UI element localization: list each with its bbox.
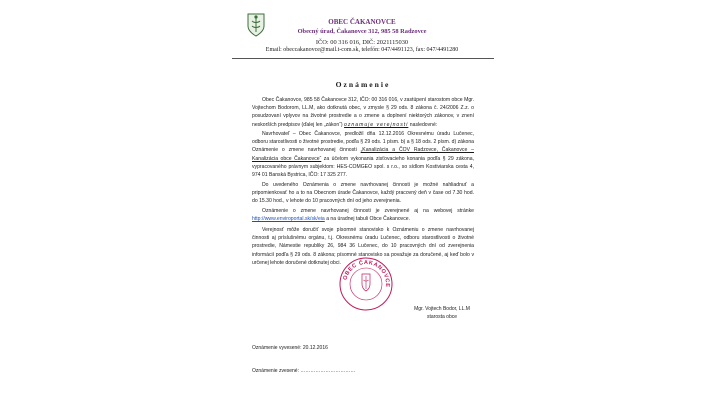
official-stamp-icon (338, 256, 394, 312)
posted-date: 20.12.2016 (302, 345, 328, 351)
posted-label: Oznámenie vyvesené: (252, 345, 302, 351)
stamp-text: OBEC ČAKANOVCE (342, 259, 391, 288)
municipality-contact: Email: obeccakanovce@mail.t-com.sk, telefón: 047/4491123, fax: 047/4491280 (265, 47, 459, 53)
paragraph-public: Verejnosť môže doručiť svoje písomné stanovisko k Oznámeniu o zmene navrhovanej činnosti aj príslušnému orgánu, t.j. Okresnému úradu Lučenec, odboru starostlivosti o životné prostredie, Námestie republiky 26, 984 36 Lučenec, do 10 pracovných dní od zverejnenia informácií podľa § 29 ods. 8 zákona; písomné stanovisko sa považuje za doručené, aj keď bolo v určenej lehote doručené dotknutej obci. (252, 227, 474, 266)
removed-line (252, 368, 355, 375)
municipality-ids: IČO: 00 316 016, DIČ: 2021115030 (315, 39, 409, 46)
announcement-emphasis: oznamuje verejnosti (344, 121, 409, 128)
project-title: „Kanalizácia a ČOV Radzovce, Čakanovce – Kanalizácia obce Čakanovce“ (252, 147, 475, 162)
paragraph-intro (252, 96, 474, 129)
letterhead-divider (232, 58, 494, 59)
paragraph-proposer (252, 130, 474, 179)
municipality-address: Obecný úrad, Čakanovce 312, 985 58 Radzovce (297, 28, 427, 35)
paragraph-web-tail: a na úradnej tabuli Obce Čakanovce. (326, 216, 411, 223)
removed-value: …………………………… (300, 368, 356, 374)
paragraph-web (252, 207, 474, 223)
paragraph-proposer-text: Navrhovateľ – Obec Čakanovce, predložil dňa 12.12.2016 Okresnému úradu Lučenec, odboru starostlivosti o životné prostredie, podľa § 29 ods. 1 písm. b) a § 18 ods. 2 písm. d) zákona Oznámenie o zmene navrhovanej činnosti (252, 131, 474, 154)
posted-line (252, 345, 328, 352)
paragraph-intro-text: Obec Čakanovce, 985 58 Čakanovce 312, IČO: 00 316 016, v zastúpení starostom obce Mgr. Vojtechom Bodorom, LL.M, ako dotknutá obec, v zmysle § 29 ods. 8 zákona č. 24/2006 Z.z. o posudzovaní vplyvov na životné prostredie a o zmene a doplnení niektorých zákonov, v znení neskorších predpisov (ďalej len „zákon“) (252, 97, 474, 128)
document-heading: Oznámenie (335, 80, 391, 89)
paragraph-intro-tail: nasledovné: (409, 121, 438, 128)
removed-label: Oznámenie zvesené: (252, 368, 299, 374)
signature-block (402, 306, 482, 321)
municipality-title: OBEC ČAKANOVCE (328, 18, 396, 26)
paragraph-proposer-tail: za účelom vykonania zisťovacieho konania podľa § 29 zákona, vypracovaného právnym subjektom: HES-COMGEO spol. s r.o., so sídlom Kostiviarska cesta 4, 974 01 Banská Bystrica, IČO: 17 325 277. (252, 155, 475, 179)
enviroportal-link[interactable]: http://www.enviroportal.sk/sk/eia (252, 216, 325, 223)
signatory-name: Mgr. Vojtech Bodor, LL.M (414, 306, 470, 312)
paragraph-inspection: Do uvedeného Oznámenia o zmene navrhovanej činnosti je možné nahliadnuť a pripomienkovať ho a to na Obecnom úrade Čakanovce, každý pracovný deň v čase od 7.30 hod. do 15.30 hod., v lehote do 10 pracovných dní od jeho zverejnenia. (252, 182, 474, 205)
signatory-role: starosta obce (426, 313, 458, 320)
paragraph-web-text: Oznámenie o zmene navrhovanej činnosti je zverejnené aj na webovej stránke (262, 208, 474, 214)
